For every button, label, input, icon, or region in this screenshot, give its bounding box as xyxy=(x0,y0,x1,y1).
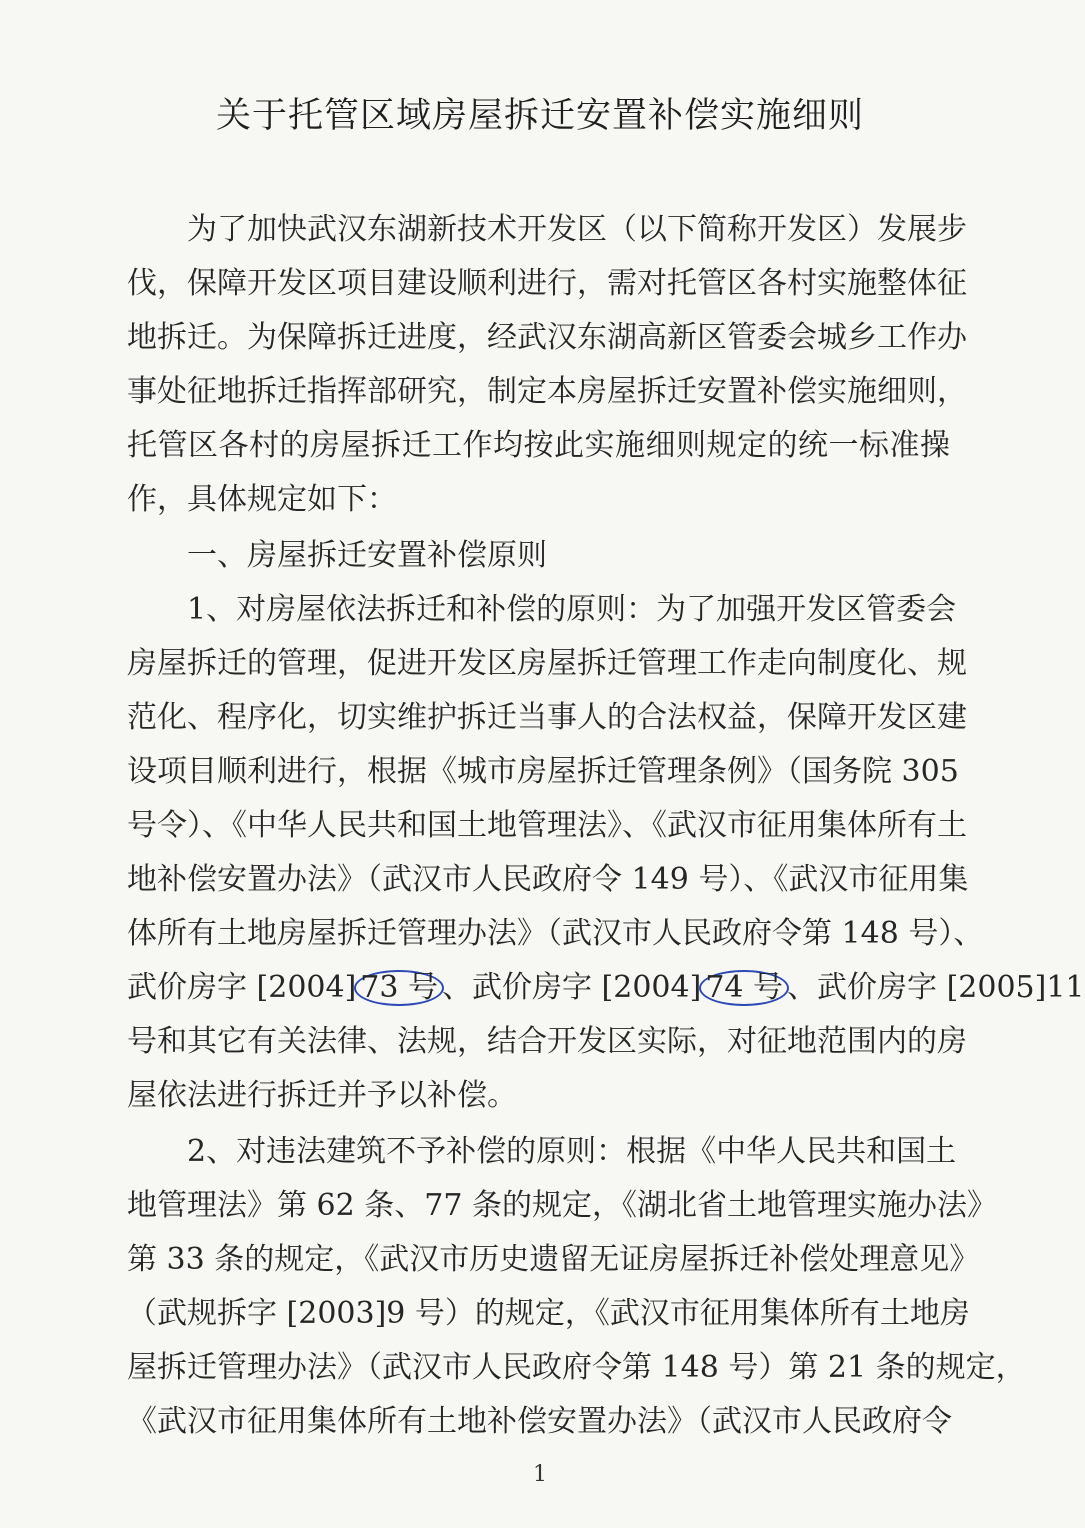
body-line: 屋拆迁管理办法》（武汉市人民政府令第 148 号）第 21 条的规定， xyxy=(127,1350,1026,1385)
body-line: 事处征地拆迁指挥部研究，制定本房屋拆迁安置补偿实施细则， xyxy=(127,374,967,409)
body-line: 号令）、《中华人民共和国土地管理法》、《武汉市征用集体所有土 xyxy=(127,808,967,843)
reference-c: 、武价房字 [2005]11 xyxy=(787,970,1085,1005)
body-line: 《武汉市征用集体所有土地补偿安置办法》（武汉市人民政府令 xyxy=(127,1404,952,1439)
body-line: 2、对违法建筑不予补偿的原则：根据《中华人民共和国土 xyxy=(187,1134,957,1169)
page-number: 1 xyxy=(533,1462,547,1487)
body-line: 为了加快武汉东湖新技术开发区（以下简称开发区）发展步 xyxy=(187,212,967,247)
circled-annotation: 73 号 xyxy=(354,970,444,1006)
body-line: 地补偿安置办法》（武汉市人民政府令 149 号）、《武汉市征用集 xyxy=(127,862,969,897)
body-line: 号和其它有关法律、法规，结合开发区实际，对征地范围内的房 xyxy=(127,1024,967,1059)
body-line: 地拆迁。为保障拆迁进度，经武汉东湖高新区管委会城乡工作办 xyxy=(127,320,967,355)
body-line: （武规拆字 [2003]9 号）的规定，《武汉市征用集体所有土地房 xyxy=(127,1296,970,1331)
reference-b-prefix: 、武价房字 [2004] xyxy=(442,970,702,1005)
body-line: 体所有土地房屋拆迁管理办法》（武汉市人民政府令第 148 号）、 xyxy=(127,916,984,951)
body-line: 地管理法》第 62 条、77 条的规定，《湖北省土地管理实施办法》 xyxy=(127,1188,997,1223)
body-line: 托管区各村的房屋拆迁工作均按此实施细则规定的统一标准操 xyxy=(127,428,950,463)
body-line: 1、对房屋依法拆迁和补偿的原则：为了加强开发区管委会 xyxy=(187,592,957,627)
document-title: 关于托管区域房屋拆迁安置补偿实施细则 xyxy=(215,96,864,136)
body-line: 房屋拆迁的管理，促进开发区房屋拆迁管理工作走向制度化、规 xyxy=(127,646,967,681)
body-line: 范化、程序化，切实维护拆迁当事人的合法权益，保障开发区建 xyxy=(127,700,967,735)
body-line: 屋依法进行拆迁并予以补偿。 xyxy=(127,1078,517,1113)
body-line: 设项目顺利进行，根据《城市房屋拆迁管理条例》（国务院 305 xyxy=(127,754,959,789)
section-heading: 一、房屋拆迁安置补偿原则 xyxy=(187,538,547,573)
body-line: 伐，保障开发区项目建设顺利进行，需对托管区各村实施整体征 xyxy=(127,266,967,301)
circled-annotation: 74 号 xyxy=(699,970,789,1006)
body-line: 作，具体规定如下： xyxy=(127,482,397,517)
body-line: 第 33 条的规定，《武汉市历史遗留无证房屋拆迁补偿处理意见》 xyxy=(127,1242,980,1277)
reference-line xyxy=(127,968,1085,1008)
reference-a-prefix: 武价房字 [2004] xyxy=(127,970,357,1005)
